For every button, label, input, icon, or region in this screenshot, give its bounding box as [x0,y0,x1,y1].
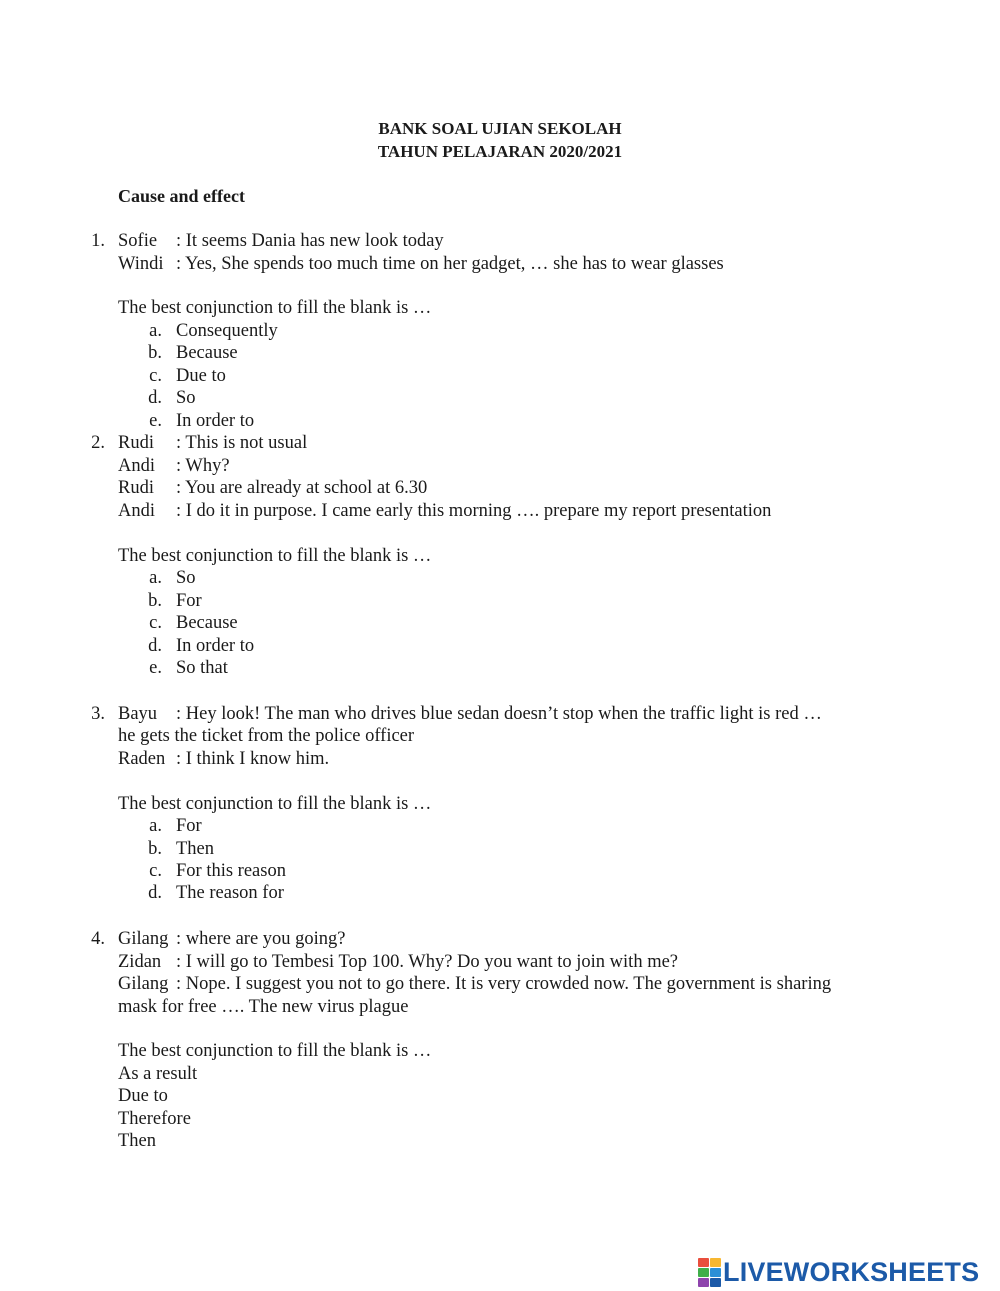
option-text[interactable]: Due to [176,366,226,386]
dialogue-line [118,455,230,477]
dialogue-text: mask for free …. The new virus plague [118,997,409,1017]
option-letter: a. [149,321,162,341]
logo-block [698,1258,709,1267]
speaker-name: Zidan [118,952,162,972]
dialogue-text: : Why? [176,456,230,476]
option-text[interactable]: The reason for [176,883,284,903]
option-text[interactable]: For [176,591,202,611]
logo-block [698,1268,709,1277]
option-text[interactable]: As a result [118,1064,198,1084]
option-text[interactable]: Therefore [118,1109,191,1129]
question-prompt: The best conjunction to fill the blank is … [118,546,432,566]
option-text[interactable]: So that [176,658,228,678]
dialogue-line [118,725,414,747]
question-prompt: The best conjunction to fill the blank is … [118,298,432,318]
speaker-name: Andi [118,501,155,521]
option-letter: d. [148,636,162,656]
dialogue-text: : I do it in purpose. I came early this morning …. prepare my report presentation [176,501,772,521]
option-letter: b. [148,839,162,859]
dialogue-line [118,973,831,995]
question-number: 1. [91,231,105,251]
question-number: 4. [91,929,105,949]
dialogue-line [118,253,724,275]
speaker-name: Sofie [118,231,158,251]
dialogue-text: : You are already at school at 6.30 [176,478,428,498]
dialogue-text: : I will go to Tembesi Top 100. Why? Do you want to join with me? [176,952,679,972]
speaker-name: Gilang [118,974,169,994]
option-text[interactable]: So [176,568,196,588]
option-text[interactable]: Consequently [176,321,278,341]
dialogue-line [118,951,678,973]
option-text[interactable]: Because [176,613,238,633]
option-letter: c. [149,613,162,633]
logo-blocks-icon [698,1258,721,1287]
option-letter: a. [149,816,162,836]
option-text[interactable]: Because [176,343,238,363]
question-number: 2. [91,433,105,453]
dialogue-text: : Hey look! The man who drives blue sedan doesn’t stop when the traffic light is red … [176,704,822,724]
speaker-name: Gilang [118,929,169,949]
dialogue-text: : This is not usual [176,433,308,453]
logo-block [710,1258,721,1267]
speaker-name: Bayu [118,704,158,724]
speaker-name: Windi [118,254,164,274]
option-text[interactable]: For this reason [176,861,286,881]
document-title-line1: BANK SOAL UJIAN SEKOLAH [378,119,622,138]
dialogue-line [118,996,408,1018]
section-title: Cause and effect [118,186,245,206]
logo-text: LIVEWORKSHEETS [723,1256,980,1287]
question-number: 3. [91,704,105,724]
option-letter: b. [148,343,162,363]
liveworksheets-logo [698,1255,979,1289]
dialogue-line [118,703,822,725]
logo-block [698,1278,709,1287]
dialogue-line [118,432,307,454]
dialogue-line [118,928,346,950]
option-text[interactable]: In order to [176,411,255,431]
option-text[interactable]: Then [118,1131,157,1151]
option-letter: e. [149,411,162,431]
dialogue-text: : Yes, She spends too much time on her gadget, … she has to wear glasses [176,254,724,274]
option-text[interactable]: In order to [176,636,255,656]
option-text[interactable]: So [176,388,196,408]
option-letter: c. [149,861,162,881]
option-text[interactable]: Then [176,839,215,859]
dialogue-line [118,230,444,252]
speaker-name: Rudi [118,478,154,498]
option-letter: a. [149,568,162,588]
option-text[interactable]: Due to [118,1086,168,1106]
dialogue-text: he gets the ticket from the police officer [118,726,415,746]
question-prompt: The best conjunction to fill the blank is … [118,794,432,814]
dialogue-line [118,748,329,770]
option-letter: e. [149,658,162,678]
dialogue-text: : where are you going? [176,929,346,949]
dialogue-text: : I think I know him. [176,749,330,769]
option-letter: d. [148,388,162,408]
option-text[interactable]: For [176,816,202,836]
speaker-name: Andi [118,456,155,476]
dialogue-line [118,500,771,522]
option-letter: b. [148,591,162,611]
dialogue-text: : Nope. I suggest you not to go there. It is very crowded now. The government is sharing [176,974,832,994]
question-prompt: The best conjunction to fill the blank is … [118,1041,432,1061]
logo-block [710,1268,721,1277]
option-letter: c. [149,366,162,386]
speaker-name: Rudi [118,433,154,453]
dialogue-line [118,477,427,499]
speaker-name: Raden [118,749,166,769]
document-title-line2: TAHUN PELAJARAN 2020/2021 [377,142,623,161]
dialogue-text: : It seems Dania has new look today [176,231,444,251]
logo-block [710,1278,721,1287]
option-letter: d. [148,883,162,903]
